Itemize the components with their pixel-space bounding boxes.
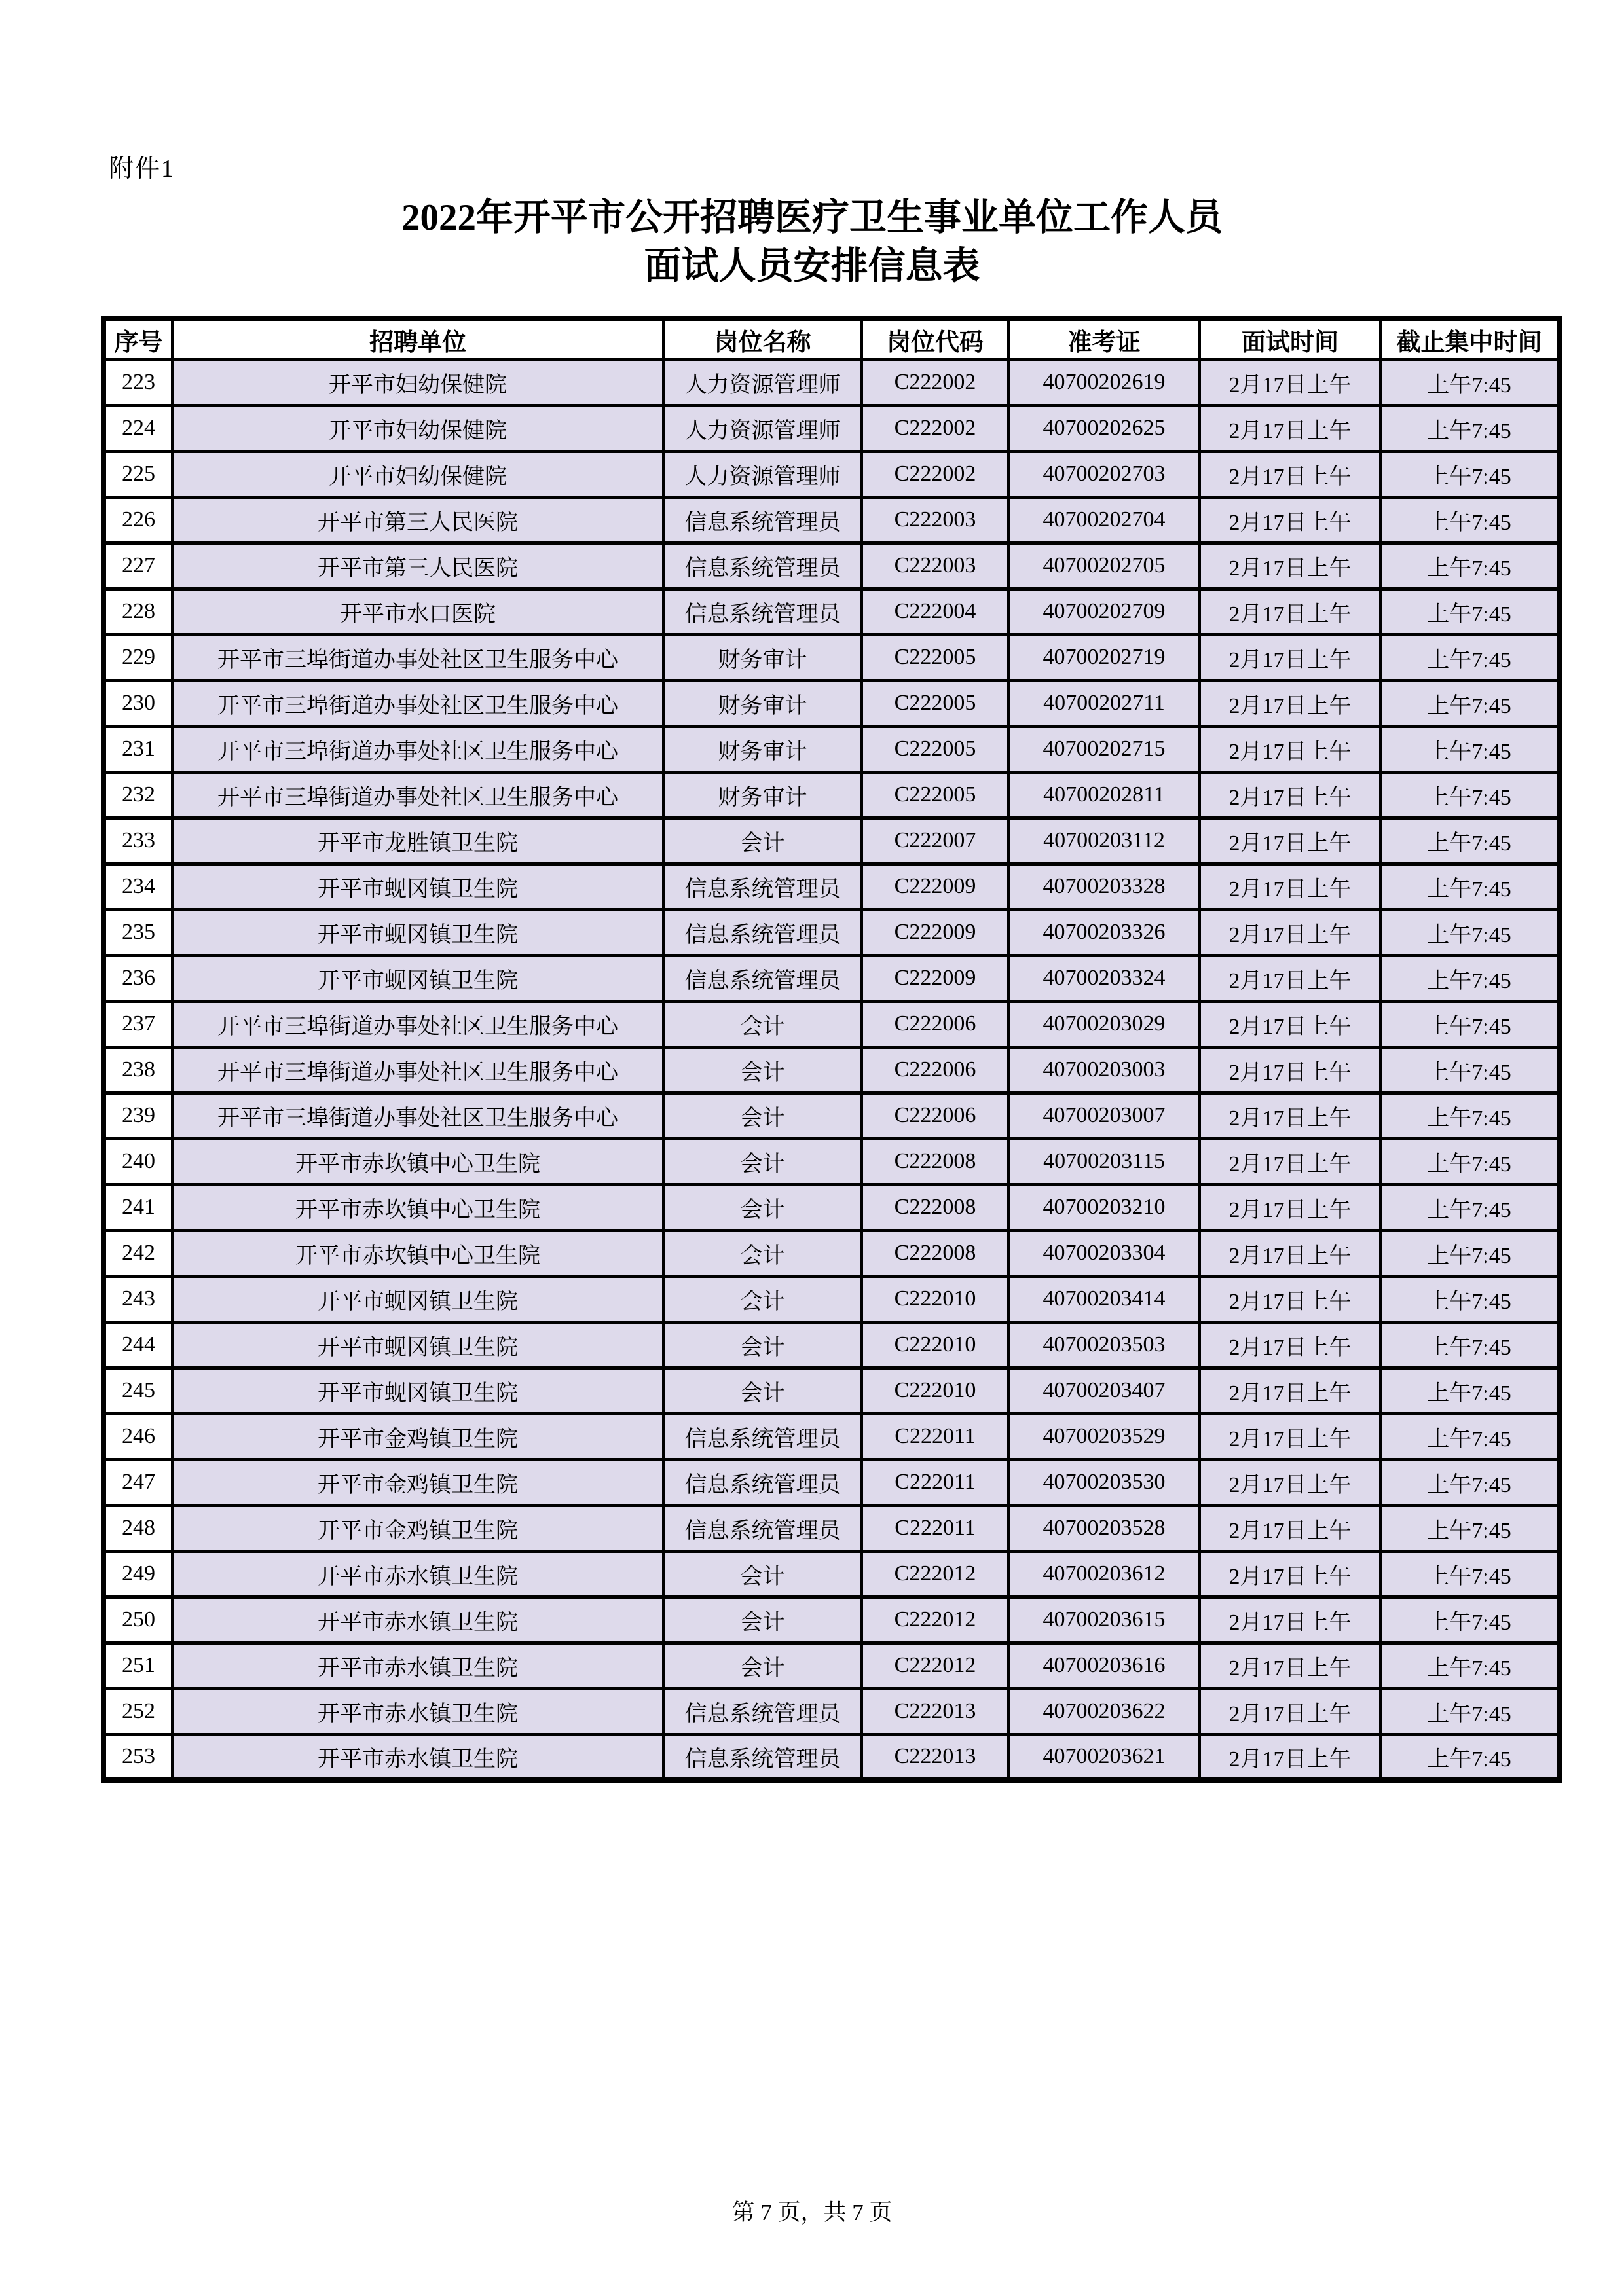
- cell-code: C222008: [862, 1139, 1008, 1184]
- cell-code: C222012: [862, 1597, 1008, 1643]
- cell-code: C222013: [862, 1734, 1008, 1780]
- cell-time: 2月17日上午: [1200, 1001, 1380, 1047]
- cell-code: C222008: [862, 1230, 1008, 1276]
- cell-no: 238: [103, 1047, 172, 1093]
- cell-no: 229: [103, 634, 172, 680]
- cell-time: 2月17日上午: [1200, 955, 1380, 1001]
- table-row: [103, 1276, 1559, 1322]
- table-row: [103, 405, 1559, 451]
- cell-code: C222004: [862, 589, 1008, 634]
- cell-code: C222013: [862, 1688, 1008, 1734]
- cell-time: 2月17日上午: [1200, 589, 1380, 634]
- cell-ticket: 40700203616: [1008, 1643, 1200, 1688]
- cell-deadline: 上午7:45: [1380, 1001, 1559, 1047]
- cell-time: 2月17日上午: [1200, 1093, 1380, 1139]
- cell-ticket: 40700203530: [1008, 1459, 1200, 1505]
- cell-code: C222012: [862, 1551, 1008, 1597]
- cell-position: 信息系统管理员: [663, 1734, 862, 1780]
- cell-code: C222010: [862, 1276, 1008, 1322]
- cell-ticket: 40700202711: [1008, 680, 1200, 726]
- table-row: [103, 1734, 1559, 1780]
- cell-no: 250: [103, 1597, 172, 1643]
- cell-no: 247: [103, 1459, 172, 1505]
- header-ticket: 准考证: [1008, 319, 1200, 359]
- cell-deadline: 上午7:45: [1380, 497, 1559, 543]
- cell-position: 财务审计: [663, 680, 862, 726]
- cell-unit: 开平市蚬冈镇卫生院: [172, 1276, 663, 1322]
- cell-no: 230: [103, 680, 172, 726]
- cell-deadline: 上午7:45: [1380, 543, 1559, 589]
- cell-ticket: 40700203407: [1008, 1368, 1200, 1413]
- table-row: [103, 1368, 1559, 1413]
- cell-position: 信息系统管理员: [663, 1505, 862, 1551]
- cell-position: 信息系统管理员: [663, 955, 862, 1001]
- cell-unit: 开平市三埠街道办事处社区卫生服务中心: [172, 1047, 663, 1093]
- cell-code: C222005: [862, 634, 1008, 680]
- table-row: [103, 726, 1559, 772]
- cell-deadline: 上午7:45: [1380, 1047, 1559, 1093]
- table-row: [103, 1184, 1559, 1230]
- cell-deadline: 上午7:45: [1380, 1551, 1559, 1597]
- cell-time: 2月17日上午: [1200, 818, 1380, 864]
- cell-deadline: 上午7:45: [1380, 634, 1559, 680]
- cell-time: 2月17日上午: [1200, 1505, 1380, 1551]
- cell-deadline: 上午7:45: [1380, 451, 1559, 497]
- cell-code: C222003: [862, 497, 1008, 543]
- cell-position: 会计: [663, 1597, 862, 1643]
- cell-ticket: 40700202715: [1008, 726, 1200, 772]
- cell-unit: 开平市赤水镇卫生院: [172, 1551, 663, 1597]
- cell-time: 2月17日上午: [1200, 680, 1380, 726]
- cell-code: C222009: [862, 909, 1008, 955]
- cell-time: 2月17日上午: [1200, 405, 1380, 451]
- cell-no: 226: [103, 497, 172, 543]
- cell-position: 信息系统管理员: [663, 497, 862, 543]
- cell-ticket: 40700203529: [1008, 1413, 1200, 1459]
- table-row: [103, 589, 1559, 634]
- cell-code: C222009: [862, 864, 1008, 909]
- cell-time: 2月17日上午: [1200, 1230, 1380, 1276]
- page-number: 第 7 页，共 7 页: [731, 2200, 893, 2225]
- cell-code: C222011: [862, 1413, 1008, 1459]
- cell-unit: 开平市金鸡镇卫生院: [172, 1505, 663, 1551]
- cell-position: 会计: [663, 1184, 862, 1230]
- cell-deadline: 上午7:45: [1380, 680, 1559, 726]
- cell-unit: 开平市蚬冈镇卫生院: [172, 864, 663, 909]
- cell-deadline: 上午7:45: [1380, 909, 1559, 955]
- cell-code: C222006: [862, 1047, 1008, 1093]
- cell-unit: 开平市三埠街道办事处社区卫生服务中心: [172, 1001, 663, 1047]
- cell-time: 2月17日上午: [1200, 1734, 1380, 1780]
- cell-time: 2月17日上午: [1200, 1413, 1380, 1459]
- cell-ticket: 40700203324: [1008, 955, 1200, 1001]
- cell-unit: 开平市赤坎镇中心卫生院: [172, 1139, 663, 1184]
- cell-time: 2月17日上午: [1200, 1643, 1380, 1688]
- cell-no: 231: [103, 726, 172, 772]
- cell-unit: 开平市赤坎镇中心卫生院: [172, 1230, 663, 1276]
- header-no: 序号: [103, 319, 172, 359]
- cell-position: 会计: [663, 1643, 862, 1688]
- cell-no: 227: [103, 543, 172, 589]
- table-row: [103, 634, 1559, 680]
- cell-no: 232: [103, 772, 172, 818]
- cell-time: 2月17日上午: [1200, 497, 1380, 543]
- cell-no: 242: [103, 1230, 172, 1276]
- cell-time: 2月17日上午: [1200, 543, 1380, 589]
- cell-time: 2月17日上午: [1200, 1368, 1380, 1413]
- cell-unit: 开平市妇幼保健院: [172, 405, 663, 451]
- cell-deadline: 上午7:45: [1380, 1276, 1559, 1322]
- cell-position: 会计: [663, 1139, 862, 1184]
- cell-time: 2月17日上午: [1200, 1184, 1380, 1230]
- cell-no: 244: [103, 1322, 172, 1368]
- cell-unit: 开平市水口医院: [172, 589, 663, 634]
- cell-position: 信息系统管理员: [663, 1413, 862, 1459]
- cell-position: 会计: [663, 1001, 862, 1047]
- cell-time: 2月17日上午: [1200, 1551, 1380, 1597]
- table-row: [103, 1047, 1559, 1093]
- table-row: [103, 1505, 1559, 1551]
- cell-position: 信息系统管理员: [663, 909, 862, 955]
- cell-no: 243: [103, 1276, 172, 1322]
- cell-unit: 开平市蚬冈镇卫生院: [172, 909, 663, 955]
- cell-unit: 开平市赤水镇卫生院: [172, 1597, 663, 1643]
- table-row: [103, 909, 1559, 955]
- cell-time: 2月17日上午: [1200, 1688, 1380, 1734]
- cell-deadline: 上午7:45: [1380, 405, 1559, 451]
- cell-code: C222012: [862, 1643, 1008, 1688]
- cell-unit: 开平市三埠街道办事处社区卫生服务中心: [172, 680, 663, 726]
- page-title-line2: 面试人员安排信息表: [644, 246, 980, 287]
- table-row: [103, 1459, 1559, 1505]
- cell-unit: 开平市赤水镇卫生院: [172, 1643, 663, 1688]
- cell-no: 251: [103, 1643, 172, 1688]
- cell-ticket: 40700203210: [1008, 1184, 1200, 1230]
- table-header-row: [103, 319, 1559, 359]
- table-row: [103, 1551, 1559, 1597]
- cell-ticket: 40700203615: [1008, 1597, 1200, 1643]
- cell-deadline: 上午7:45: [1380, 1184, 1559, 1230]
- cell-time: 2月17日上午: [1200, 1139, 1380, 1184]
- cell-unit: 开平市蚬冈镇卫生院: [172, 1368, 663, 1413]
- cell-deadline: 上午7:45: [1380, 1413, 1559, 1459]
- cell-ticket: 40700202619: [1008, 359, 1200, 405]
- cell-no: 249: [103, 1551, 172, 1597]
- cell-no: 253: [103, 1734, 172, 1780]
- cell-no: 241: [103, 1184, 172, 1230]
- table-row: [103, 864, 1559, 909]
- cell-position: 财务审计: [663, 772, 862, 818]
- cell-ticket: 40700203326: [1008, 909, 1200, 955]
- cell-code: C222003: [862, 543, 1008, 589]
- cell-unit: 开平市三埠街道办事处社区卫生服务中心: [172, 634, 663, 680]
- cell-no: 233: [103, 818, 172, 864]
- cell-deadline: 上午7:45: [1380, 1459, 1559, 1505]
- cell-ticket: 40700203621: [1008, 1734, 1200, 1780]
- cell-no: 239: [103, 1093, 172, 1139]
- cell-position: 会计: [663, 1368, 862, 1413]
- cell-position: 会计: [663, 1551, 862, 1597]
- cell-code: C222002: [862, 451, 1008, 497]
- cell-ticket: 40700203414: [1008, 1276, 1200, 1322]
- cell-deadline: 上午7:45: [1380, 589, 1559, 634]
- cell-ticket: 40700203115: [1008, 1139, 1200, 1184]
- header-position: 岗位名称: [663, 319, 862, 359]
- cell-ticket: 40700203003: [1008, 1047, 1200, 1093]
- cell-time: 2月17日上午: [1200, 772, 1380, 818]
- table-row: [103, 497, 1559, 543]
- cell-ticket: 40700202811: [1008, 772, 1200, 818]
- cell-no: 245: [103, 1368, 172, 1413]
- table-row: [103, 1139, 1559, 1184]
- table-row: [103, 955, 1559, 1001]
- interview-schedule-table: [101, 316, 1562, 1783]
- cell-no: 248: [103, 1505, 172, 1551]
- page-title-line1: 2022年开平市公开招聘医疗卫生事业单位工作人员: [401, 197, 1223, 238]
- table-row: [103, 543, 1559, 589]
- cell-no: 252: [103, 1688, 172, 1734]
- cell-no: 228: [103, 589, 172, 634]
- cell-time: 2月17日上午: [1200, 1322, 1380, 1368]
- cell-ticket: 40700202709: [1008, 589, 1200, 634]
- cell-position: 会计: [663, 1230, 862, 1276]
- cell-time: 2月17日上午: [1200, 864, 1380, 909]
- table-row: [103, 1643, 1559, 1688]
- cell-deadline: 上午7:45: [1380, 726, 1559, 772]
- cell-deadline: 上午7:45: [1380, 1368, 1559, 1413]
- header-time: 面试时间: [1200, 319, 1380, 359]
- table-row: [103, 1322, 1559, 1368]
- cell-time: 2月17日上午: [1200, 909, 1380, 955]
- cell-ticket: 40700202703: [1008, 451, 1200, 497]
- cell-time: 2月17日上午: [1200, 634, 1380, 680]
- cell-no: 240: [103, 1139, 172, 1184]
- cell-position: 信息系统管理员: [663, 1459, 862, 1505]
- cell-deadline: 上午7:45: [1380, 955, 1559, 1001]
- cell-deadline: 上午7:45: [1380, 818, 1559, 864]
- table-row: [103, 359, 1559, 405]
- cell-code: C222008: [862, 1184, 1008, 1230]
- cell-code: C222006: [862, 1001, 1008, 1047]
- table-body: [103, 359, 1559, 1780]
- cell-code: C222010: [862, 1368, 1008, 1413]
- cell-no: 237: [103, 1001, 172, 1047]
- cell-position: 会计: [663, 818, 862, 864]
- cell-position: 人力资源管理师: [663, 451, 862, 497]
- cell-deadline: 上午7:45: [1380, 1597, 1559, 1643]
- table-row: [103, 680, 1559, 726]
- cell-code: C222007: [862, 818, 1008, 864]
- header-unit: 招聘单位: [172, 319, 663, 359]
- table-row: [103, 818, 1559, 864]
- cell-unit: 开平市金鸡镇卫生院: [172, 1459, 663, 1505]
- cell-code: C222002: [862, 405, 1008, 451]
- cell-deadline: 上午7:45: [1380, 1643, 1559, 1688]
- cell-no: 236: [103, 955, 172, 1001]
- cell-unit: 开平市赤水镇卫生院: [172, 1688, 663, 1734]
- cell-deadline: 上午7:45: [1380, 1093, 1559, 1139]
- attachment-label: 附件1: [109, 155, 175, 183]
- table-row: [103, 1413, 1559, 1459]
- cell-time: 2月17日上午: [1200, 359, 1380, 405]
- cell-unit: 开平市金鸡镇卫生院: [172, 1413, 663, 1459]
- cell-time: 2月17日上午: [1200, 1047, 1380, 1093]
- cell-deadline: 上午7:45: [1380, 359, 1559, 405]
- cell-time: 2月17日上午: [1200, 451, 1380, 497]
- cell-unit: 开平市三埠街道办事处社区卫生服务中心: [172, 726, 663, 772]
- cell-ticket: 40700203112: [1008, 818, 1200, 864]
- cell-unit: 开平市赤坎镇中心卫生院: [172, 1184, 663, 1230]
- cell-no: 223: [103, 359, 172, 405]
- cell-no: 235: [103, 909, 172, 955]
- cell-deadline: 上午7:45: [1380, 1734, 1559, 1780]
- cell-unit: 开平市妇幼保健院: [172, 359, 663, 405]
- cell-no: 224: [103, 405, 172, 451]
- cell-ticket: 40700203612: [1008, 1551, 1200, 1597]
- table-row: [103, 1597, 1559, 1643]
- table-header: [103, 319, 1559, 359]
- cell-deadline: 上午7:45: [1380, 772, 1559, 818]
- table-row: [103, 1093, 1559, 1139]
- cell-code: C222002: [862, 359, 1008, 405]
- cell-time: 2月17日上午: [1200, 1459, 1380, 1505]
- cell-ticket: 40700202719: [1008, 634, 1200, 680]
- cell-position: 信息系统管理员: [663, 543, 862, 589]
- cell-no: 225: [103, 451, 172, 497]
- cell-position: 人力资源管理师: [663, 359, 862, 405]
- cell-unit: 开平市三埠街道办事处社区卫生服务中心: [172, 1093, 663, 1139]
- cell-position: 人力资源管理师: [663, 405, 862, 451]
- cell-ticket: 40700203328: [1008, 864, 1200, 909]
- cell-unit: 开平市龙胜镇卫生院: [172, 818, 663, 864]
- cell-ticket: 40700203622: [1008, 1688, 1200, 1734]
- cell-ticket: 40700203503: [1008, 1322, 1200, 1368]
- cell-deadline: 上午7:45: [1380, 1322, 1559, 1368]
- cell-no: 246: [103, 1413, 172, 1459]
- cell-time: 2月17日上午: [1200, 1597, 1380, 1643]
- cell-position: 会计: [663, 1093, 862, 1139]
- cell-unit: 开平市三埠街道办事处社区卫生服务中心: [172, 772, 663, 818]
- cell-position: 财务审计: [663, 726, 862, 772]
- cell-no: 234: [103, 864, 172, 909]
- cell-code: C222005: [862, 772, 1008, 818]
- cell-ticket: 40700202705: [1008, 543, 1200, 589]
- cell-unit: 开平市蚬冈镇卫生院: [172, 1322, 663, 1368]
- cell-position: 信息系统管理员: [663, 864, 862, 909]
- cell-deadline: 上午7:45: [1380, 1139, 1559, 1184]
- cell-ticket: 40700202704: [1008, 497, 1200, 543]
- table-row: [103, 1230, 1559, 1276]
- header-code: 岗位代码: [862, 319, 1008, 359]
- cell-position: 会计: [663, 1276, 862, 1322]
- cell-time: 2月17日上午: [1200, 726, 1380, 772]
- cell-deadline: 上午7:45: [1380, 1688, 1559, 1734]
- cell-code: C222011: [862, 1505, 1008, 1551]
- cell-time: 2月17日上午: [1200, 1276, 1380, 1322]
- cell-code: C222009: [862, 955, 1008, 1001]
- table-row: [103, 451, 1559, 497]
- cell-unit: 开平市第三人民医院: [172, 543, 663, 589]
- cell-unit: 开平市蚬冈镇卫生院: [172, 955, 663, 1001]
- cell-position: 会计: [663, 1047, 862, 1093]
- cell-ticket: 40700203029: [1008, 1001, 1200, 1047]
- table-row: [103, 772, 1559, 818]
- cell-unit: 开平市第三人民医院: [172, 497, 663, 543]
- table-row: [103, 1688, 1559, 1734]
- cell-position: 会计: [663, 1322, 862, 1368]
- table-row: [103, 1001, 1559, 1047]
- cell-deadline: 上午7:45: [1380, 864, 1559, 909]
- cell-position: 信息系统管理员: [663, 589, 862, 634]
- cell-ticket: 40700202625: [1008, 405, 1200, 451]
- cell-position: 信息系统管理员: [663, 1688, 862, 1734]
- cell-code: C222005: [862, 726, 1008, 772]
- cell-deadline: 上午7:45: [1380, 1505, 1559, 1551]
- cell-ticket: 40700203007: [1008, 1093, 1200, 1139]
- cell-code: C222011: [862, 1459, 1008, 1505]
- cell-code: C222005: [862, 680, 1008, 726]
- cell-code: C222010: [862, 1322, 1008, 1368]
- cell-code: C222006: [862, 1093, 1008, 1139]
- cell-ticket: 40700203528: [1008, 1505, 1200, 1551]
- page-title: [0, 194, 1624, 291]
- cell-position: 财务审计: [663, 634, 862, 680]
- cell-unit: 开平市赤水镇卫生院: [172, 1734, 663, 1780]
- header-deadline: 截止集中时间: [1380, 319, 1559, 359]
- cell-deadline: 上午7:45: [1380, 1230, 1559, 1276]
- cell-unit: 开平市妇幼保健院: [172, 451, 663, 497]
- cell-ticket: 40700203304: [1008, 1230, 1200, 1276]
